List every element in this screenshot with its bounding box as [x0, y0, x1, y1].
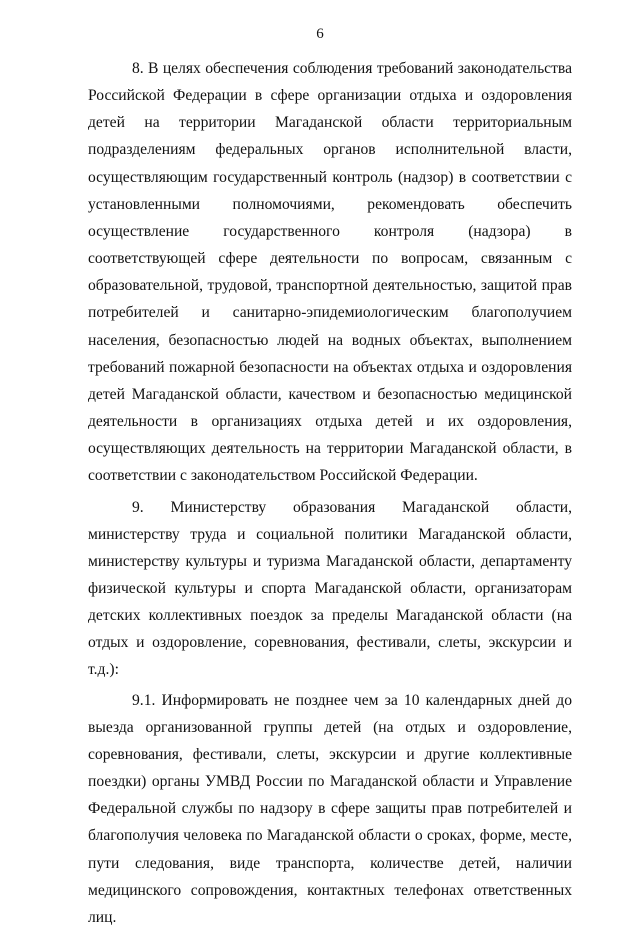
- paragraph-9: 9. Министерству образования Магаданской области, министерству труда и социальной политики Магаданской области, министерству культуры и туризма Магаданской области, департаменту физической культуры и спорта Магаданской области, организаторам детских коллективных поездок за пределы Магаданской области (на отдых и оздоровление, соревнования, фестивали, слеты, экскурсии и т.д.):: [88, 498, 572, 679]
- document-body: [88, 55, 572, 931]
- page-number: 6: [316, 26, 324, 42]
- paragraph-8: 8. В целях обеспечения соблюдения требований законодательства Российской Федерации в сфере организации отдыха и оздоровления детей на территории Магаданской области территориальным подразделениям федеральных органов исполнительной власти, осуществляющим государственный контроль (надзор) в соответствии с установленными полномочиями, рекомендовать обеспечить осуществление государственного контроля (надзора) в соответствующей сфере деятельности по вопросам, связанным с образовательной, трудовой, транспортной деятельностью, защитой прав потребителей и санитарно-эпидемиологическим благополучием населения, безопасностью людей на водных объектах, выполнением требований пожарной безопасности на объектах отдыха и оздоровления детей Магаданской области, качеством и безопасностью медицинской деятельности в организациях отдыха детей и их оздоровления, осуществляющих деятельность на территории Магаданской области, в соответствии с законодательством Российской Федерации.: [88, 60, 572, 485]
- paragraph-9-1: 9.1. Информировать не позднее чем за 10 календарных дней до выезда организованной группы детей (на отдых и оздоровление, соревнования, фестивали, слеты, экскурсии и другие коллективные поездки) органы УМВД России по Магаданской области и Управление Федеральной службы по надзору в сфере защиты прав потребителей и благополучия человека по Магаданской области о сроках, форме, месте, пути следования, виде транспорта, количестве детей, наличии медицинского сопровождения, контактных телефонах ответственных лиц.: [88, 691, 572, 926]
